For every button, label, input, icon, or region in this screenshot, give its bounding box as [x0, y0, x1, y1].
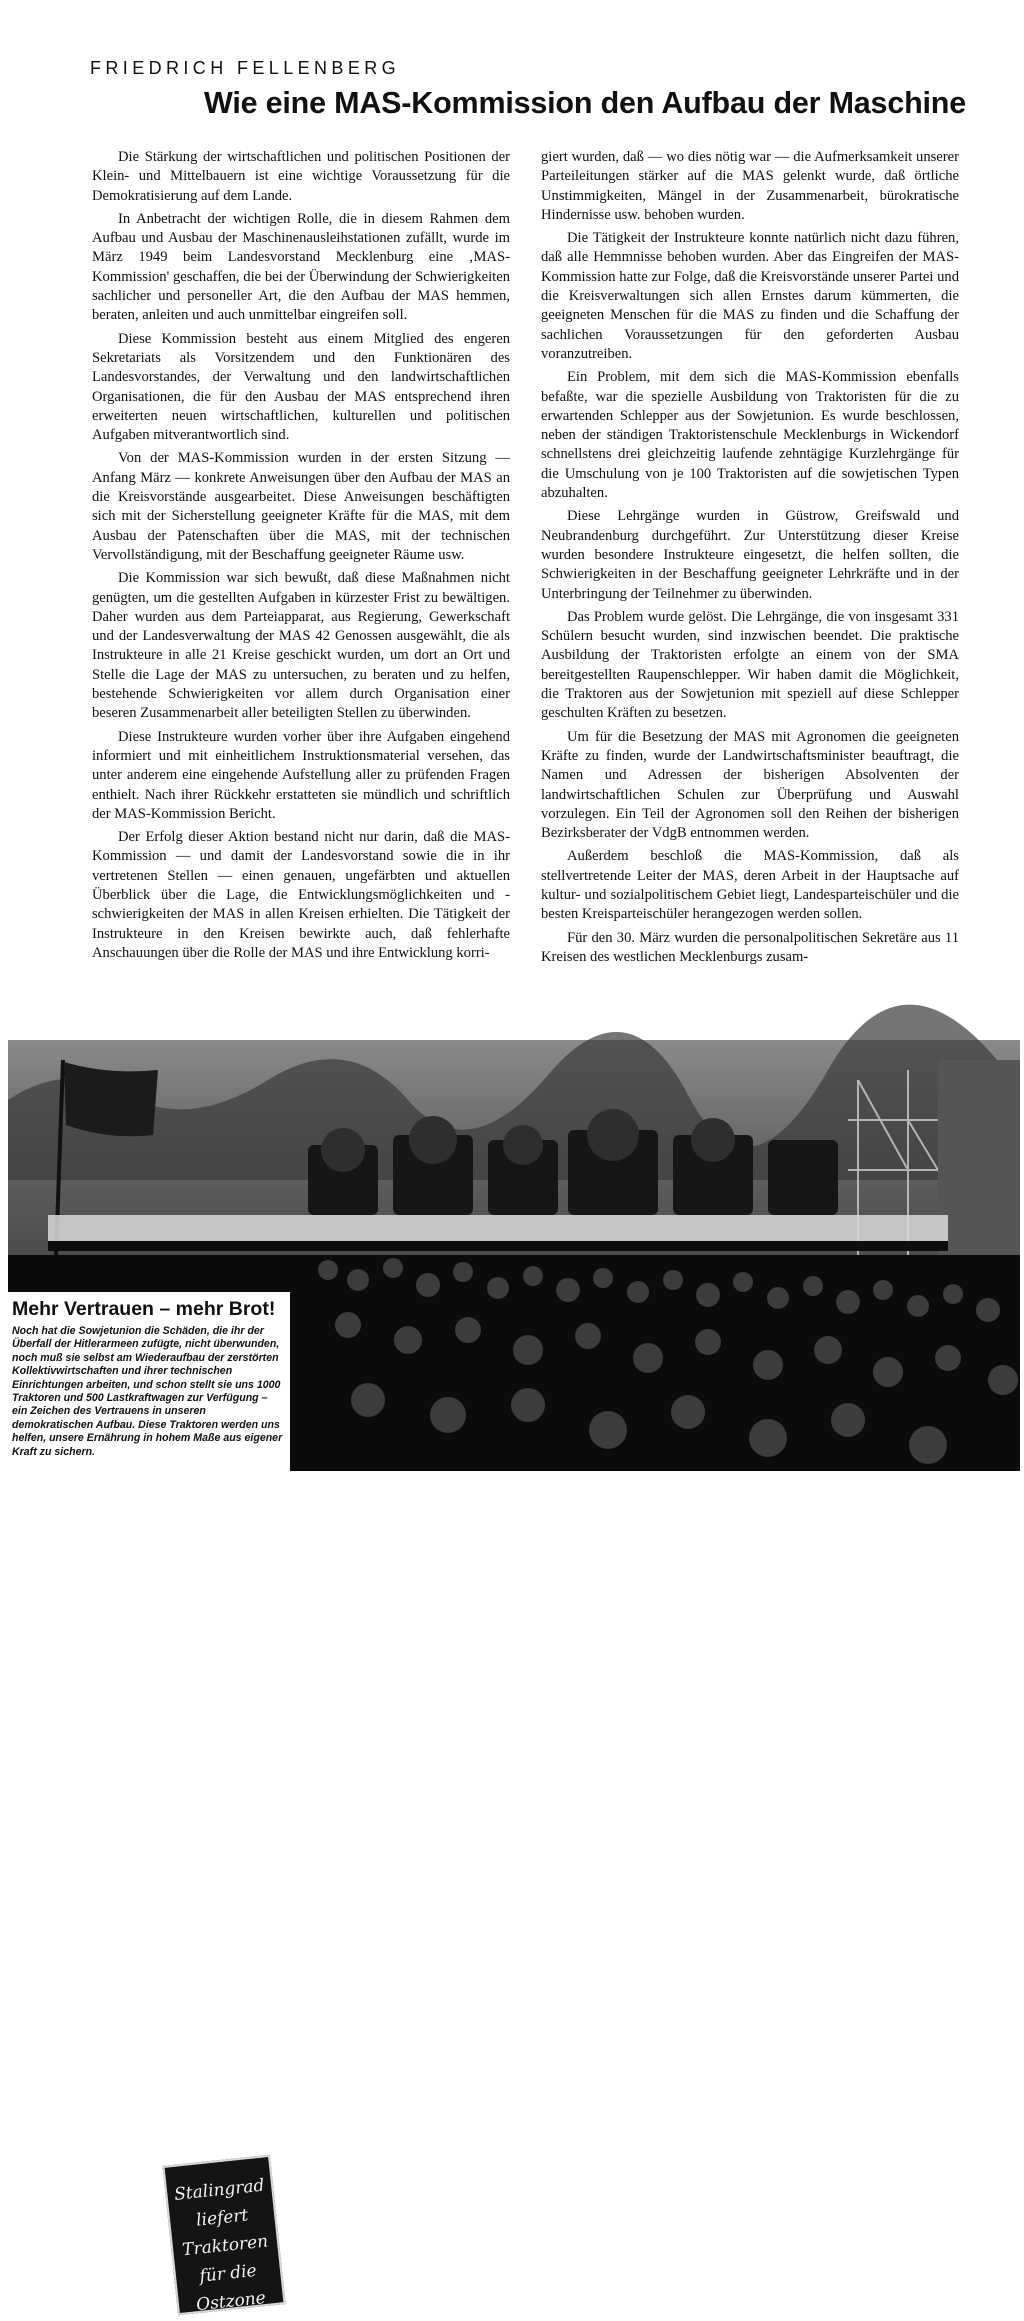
caption-title: Mehr Vertrauen – mehr Brot! [12, 1298, 276, 1320]
paragraph: Der Erfolg dieser Aktion bestand nicht nur darin, daß die MAS-Kommission — und damit der Landesvorstand sowie die in ihr vertretenen Stellen — einen genauen, ungefärbten und aktuellen Überblick über die Lage, die Entwicklungsmöglichkeiten und -schwierigkeiten der MAS in allen Kreisen erhielten. Die Tätigkeit der Instrukteure in den Kreisen bewirkte auch, daß fehlerhafte Anschauungen über die Rolle der MAS und ihre Entwicklung korri- [92, 829, 510, 961]
paragraph: Um für die Besetzung der MAS mit Agronomen die geeigneten Kräfte zu finden, wurde der Landwirtschaftsminister beauftragt, die Namen und Adressen der bisherigen Absolventen der landwirtschaftlichen Schulen zur Überprüfung und Auswahl vorzulegen. Ein Teil der Agronomen soll den Reihen der bisherigen Bezirksberater der VdgB entnommen werden. [541, 728, 959, 842]
article-headline: Wie eine MAS-Kommission den Aufbau der Maschine [204, 86, 966, 120]
paragraph: Die Stärkung der wirtschaftlichen und politischen Positionen der Klein- und Mittelbauern ist eine wichtige Voraussetzung für die Demokratisierung auf dem Lande. [92, 149, 510, 204]
caption-body: Noch hat die Sowjetunion die Schäden, die ihr der Überfall der Hitlerarmeen zufügte, nicht überwunden, noch muß sie selbst am Wiederaufbau der zerstörten Kollektivwirtschaften und ihrer technischen Einrichtungen arbeiten, und schon stellt sie uns 1000 Traktoren und 500 Lastkraftwagen zur Verfügung – ein Zeichen des Vertrauens in unseren demokratischen Aufbau. Diese Traktoren werden uns helfen, unsere Ernährung in hohem Maße aus eigener Kraft zu sichern. [12, 1325, 283, 1458]
photo-caption-box [8, 1292, 290, 1471]
stalingrad-placard [162, 2155, 285, 2315]
text-column-left [92, 148, 510, 967]
paragraph: Diese Instrukteure wurden vorher über ihre Aufgaben eingehend informiert und mit einheitlichem Instruktionsmaterial versehen, das unter anderem eine eingehende Aufstellung aller zu prüfenden Fragen enthielt. Nach ihrer Rückkehr erstatteten sie mündlich und schriftlich der MAS-Kommission Bericht. [92, 728, 510, 822]
paragraph: Die Kommission war sich bewußt, daß diese Maßnahmen nicht genügten, um die gestellten Aufgaben in kürzester Frist zu bewältigen. Daher wurden aus dem Parteiapparat, aus Regierung, Gewerkschaft und der Landesverwaltung der MAS 42 Genossen ausgewählt, die als Instrukteure in alle 21 Kreise geschickt wurden, um dort an Ort und Stelle die Lage der MAS zu untersuchen, zu beraten und zu helfen, bestehende Schwierigkeiten vor allem durch Organisation einer beseren Zusammenarbeit aller beteiligten Stellen zu überwinden. [92, 570, 510, 722]
paragraph: Diese Lehrgänge wurden in Güstrow, Greifswald und Neubrandenburg durchgeführt. Zur Unterstützung dieser Kreise wurden besondere Instrukteure eingesetzt, die helfen sollten, die Schwierigkeiten in der Beschaffung geeigneter Lehrkräfte und in der Unterbringung der Teilnehmer zu überwinden. [541, 508, 959, 602]
placard-line: für die Ostzone [195, 2260, 267, 2316]
placard-line: Stalingrad liefert [173, 2175, 266, 2231]
paragraph: Von der MAS-Kommission wurden in der ersten Sitzung — Anfang März — konkrete Anweisungen über den Aufbau der MAS an die Kreisvorstände ausgearbeitet. Diese Anweisungen beschäftigten sich mit der Sicherstellung geeigneter Kräfte für die MAS, mit dem Ausbau der Patenschaften über die MAS, mit der technischen Vervollständigung, mit der Beschaffung geeigneter Räume usw. [92, 450, 510, 563]
paragraph: Das Problem wurde gelöst. Die Lehrgänge, die von insgesamt 331 Schülern besucht wurden, sind inzwischen beendet. Die praktische Ausbildung der Traktoristen erfolgte an einem von der SMA bereitgestellten Raupenschlepper. Wir haben damit die Möglichkeit, die Traktoren aus der Sowjetunion mit speziell auf diese Schlepper geschulten Kräften zu besetzen. [541, 608, 959, 722]
placard-line: Traktoren [181, 2231, 270, 2261]
paragraph: Diese Kommission besteht aus einem Mitglied des engeren Sekretariats als Vorsitzendem und den Funktionären des Landesvorstandes, der Verwaltung und den landwirtschaftlichen Organisationen, die für den Ausbau der MAS entsprechend ihren erweiterten neuen wirtschaftlichen, kulturellen und politischen Aufgaben mitverantwortlich sind. [92, 330, 510, 444]
author-name: FRIEDRICH FELLENBERG [90, 58, 401, 78]
paragraph: In Anbetracht der wichtigen Rolle, die in diesem Rahmen dem Aufbau und Ausbau der Maschinenausleihstationen zufällt, wurde im März 1949 beim Landesvorstand Mecklenburg eine ‚MAS-Kommission' geschaffen, die bei der Überwindung der Schwierigkeiten sachlicher und personeller Art, die den Aufbau der MAS hemmen, beraten, anleiten und auch unmittelbar eingreifen soll. [92, 210, 510, 324]
paragraph: Die Tätigkeit der Instrukteure konnte natürlich nicht dazu führen, daß alle Hemmnisse behoben wurden. Aber das Eingreifen der MAS-Kommission hatte zur Folge, daß die Kreisvorstände unserer Partei und die Kreisverwaltungen sich allen Ernstes darum kümmerten, die geeigneten Menschen für die MAS zu finden und die Schaffung der sachlichen Voraussetzungen für den geforderten Ausbau voranzutreiben. [541, 230, 959, 362]
paragraph: Ein Problem, mit dem sich die MAS-Kommission ebenfalls befaßte, war die spezielle Ausbildung von Traktoristen für die zu erwartenden Schlepper aus der Sowjetunion. Es wurde beschlossen, neben der ständigen Traktoristenschule Mecklenburgs in Wickendorf schnellstens drei gleichzeitig laufende zehntägige Kurzlehrgänge für die Umschulung von je 100 Traktoristen auf die sowjetischen Typen abzuhalten. [541, 369, 959, 502]
text-column-right [541, 148, 959, 971]
paragraph: giert wurden, daß — wo dies nötig war — die Aufmerksamkeit unserer Parteileitungen stärker auf die MAS gelenkt wurde, daß örtliche Unstimmigkeiten, Mängel in der Zusammenarbeit, bürokratische Hindernisse usw. behoben wurden. [541, 149, 959, 223]
paragraph: Für den 30. März wurden die personalpolitischen Sekretäre aus 11 Kreisen des westlichen Mecklenburgs zusam- [541, 929, 959, 965]
paragraph: Außerdem beschloß die MAS-Kommission, daß als stellvertretende Leiter der MAS, deren Arbeit in der Hauptsache auf kultur- und sozialpolitischem Gebiet liegt, Landesparteischüler und die besten Kreisparteischüler herangezogen werden sollen. [541, 848, 959, 923]
